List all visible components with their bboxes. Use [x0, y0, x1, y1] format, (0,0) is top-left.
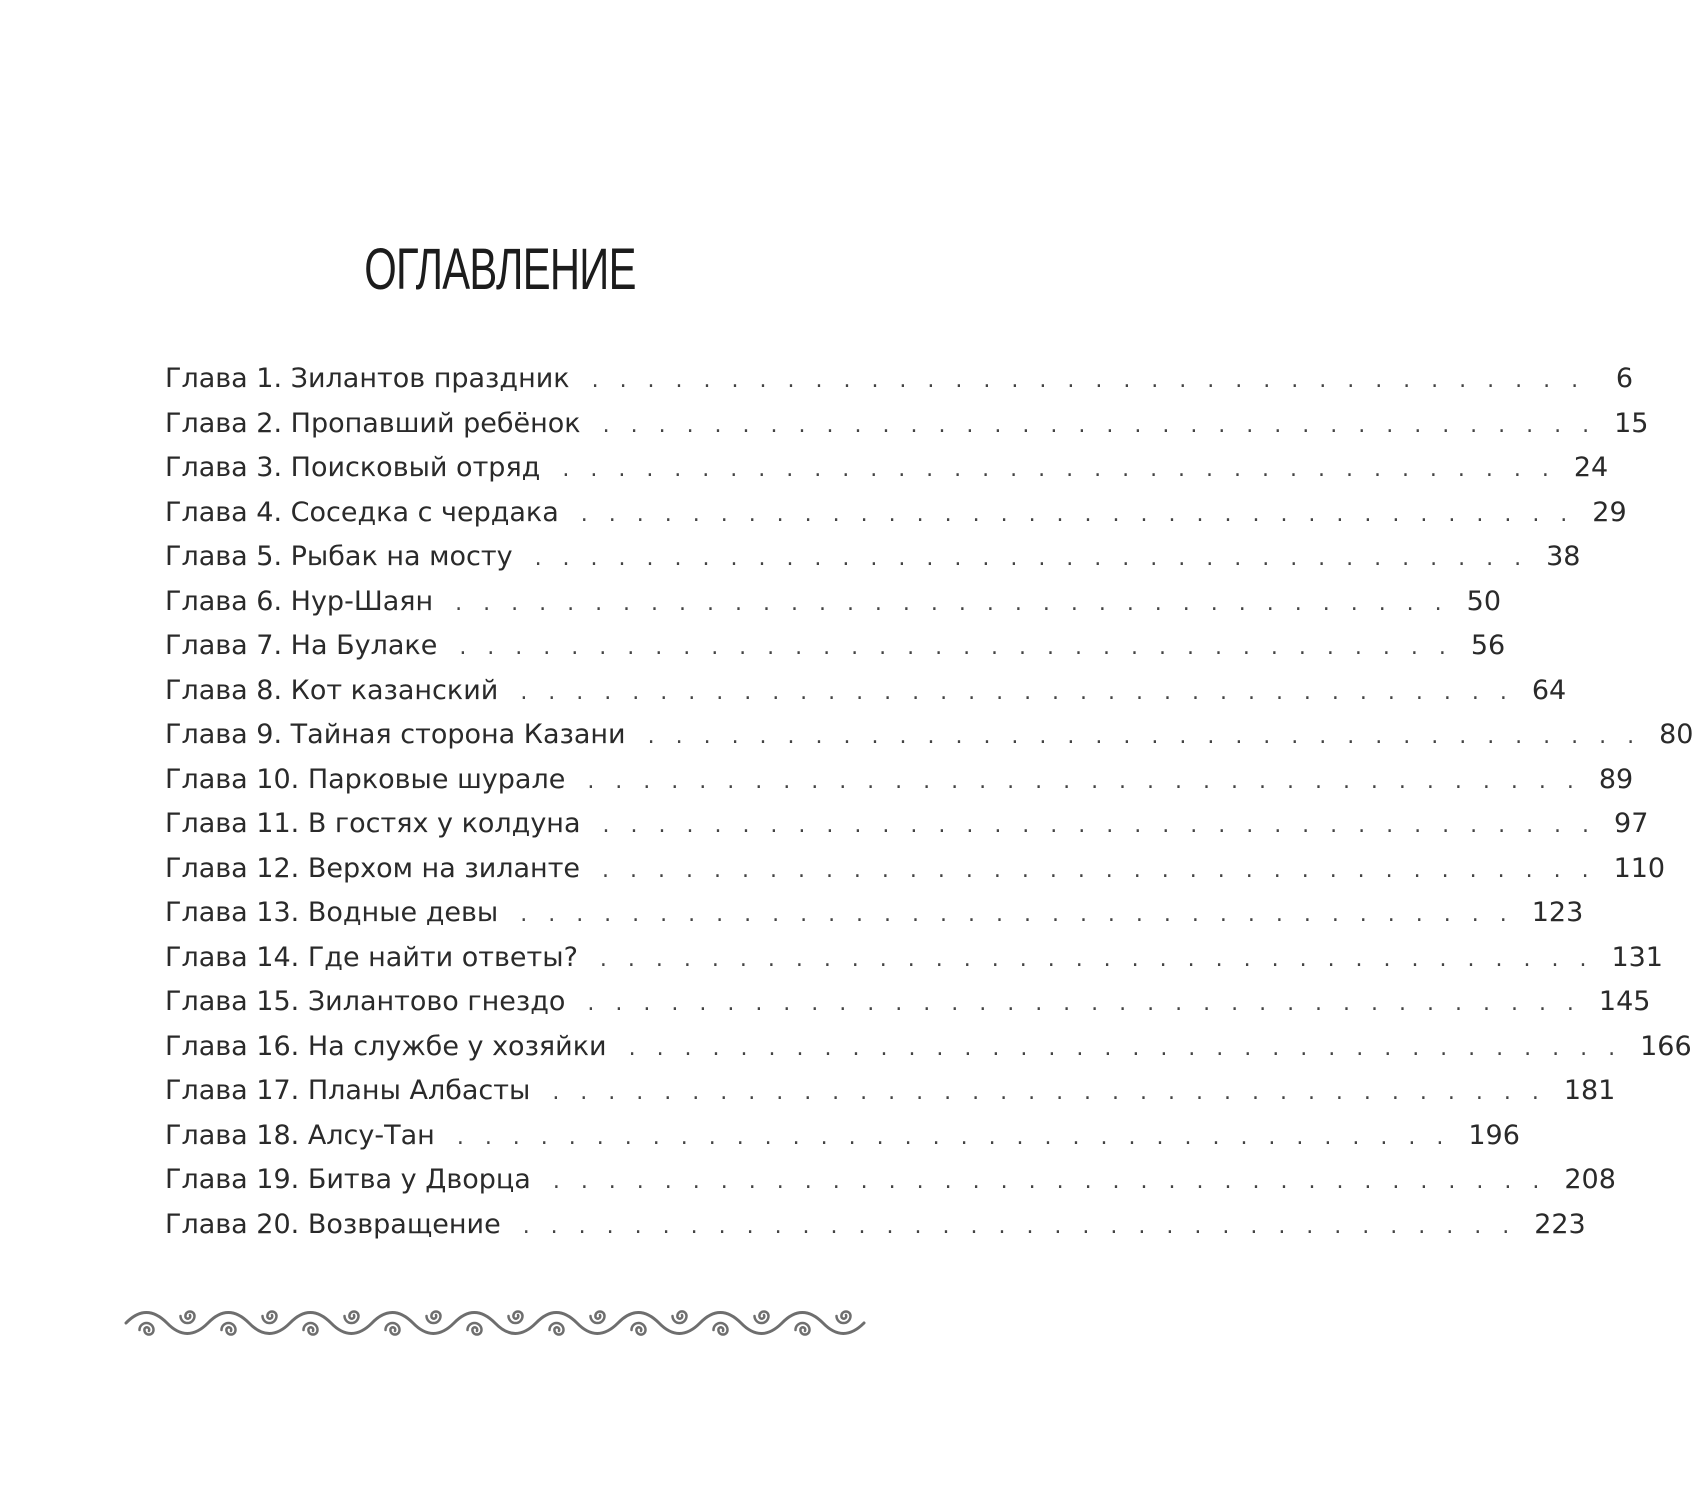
toc-leader-dots: . . . . . . . . . . . . . . . . . . . . . . . . . . . . . . . . . . . . — [602, 857, 1596, 883]
toc-entry-title: Глава 5. Рыбак на мосту — [165, 541, 513, 572]
toc-leader-dots: . . . . . . . . . . . . . . . . . . . . . . . . . . . . . . . . . . . . — [459, 635, 1453, 660]
ornament-spiral — [427, 1311, 441, 1323]
toc-entry-page: 50 — [1466, 585, 1502, 617]
toc-entry — [165, 630, 1506, 675]
toc-entry-title: Глава 17. Планы Албасты — [165, 1075, 531, 1106]
toc-entry-page: 15 — [1614, 407, 1649, 439]
toc-entry-title: Глава 20. Возвращение — [165, 1208, 501, 1240]
toc-entry — [165, 1030, 1692, 1076]
toc-entry — [165, 763, 1634, 809]
toc-leader-dots: . . . . . . . . . . . . . . . . . . . . . . . . . . . . . . . . . . . . — [520, 679, 1514, 705]
toc-entry-title: Глава 7. На Булаке — [165, 630, 438, 661]
toc-leader-dots: . . . . . . . . . . . . . . . . . . . . . . . . . . . . . . . . . . . . — [456, 1124, 1451, 1150]
toc-entry-page: 64 — [1531, 674, 1567, 706]
toc-entry-title: Глава 6. Нур-Шаян — [165, 585, 434, 617]
toc-entry — [165, 541, 1581, 586]
toc-leader-dots: . . . . . . . . . . . . . . . . . . . . . . . . . . . . . . . . . . . . — [562, 457, 1556, 482]
ornament-spiral — [796, 1323, 810, 1335]
toc-entry — [165, 986, 1651, 1031]
toc-entry-page: 29 — [1592, 496, 1627, 528]
toc-entry — [165, 1075, 1616, 1120]
toc-entry — [165, 852, 1666, 898]
toc-leader-dots: . . . . . . . . . . . . . . . . . . . . . . . . . . . . . . . . . . . . — [587, 768, 1581, 794]
toc-entry — [165, 897, 1584, 942]
toc-entry-page: 145 — [1598, 986, 1651, 1017]
toc-entry-page: 110 — [1613, 852, 1666, 884]
ornament-spiral — [591, 1311, 605, 1323]
ornament-spiral — [468, 1323, 482, 1335]
ornament-spiral — [714, 1323, 728, 1335]
ornament-spiral — [509, 1311, 523, 1323]
toc-entry-title: Глава 2. Пропавший ребёнок — [165, 407, 581, 439]
page-title: ОГЛАВЛЕНИЕ — [364, 237, 636, 302]
toc-entry-page: 123 — [1531, 897, 1584, 928]
toc-leader-dots: . . . . . . . . . . . . . . . . . . . . . . . . . . . . . . . . . . . . — [580, 501, 1575, 527]
toc-leader-dots: . . . . . . . . . . . . . . . . . . . . . . . . . . . . . . . . . . . . — [522, 1213, 1517, 1239]
toc-entry — [165, 941, 1663, 987]
toc-entry — [165, 1119, 1520, 1165]
toc-entry-title: Глава 8. Кот казанский — [165, 674, 499, 706]
toc-leader-dots: . . . . . . . . . . . . . . . . . . . . . . . . . . . . . . . . . . . . — [455, 590, 1449, 616]
ornament-spiral — [755, 1311, 769, 1323]
toc-entry — [165, 1164, 1616, 1209]
toc-leader-dots: . . . . . . . . . . . . . . . . . . . . . . . . . . . . . . . . . . . . — [602, 813, 1597, 838]
toc-entry-title: Глава 10. Парковые шурале — [165, 763, 566, 795]
ornament-spiral — [550, 1323, 564, 1335]
toc-entry-title: Глава 12. Верхом на зиланте — [165, 852, 581, 884]
toc-leader-dots: . . . . . . . . . . . . . . . . . . . . . . . . . . . . . . . . . . . . — [587, 991, 1581, 1016]
toc-entry-page: 24 — [1573, 452, 1609, 483]
ornament-spiral — [345, 1311, 359, 1323]
ornament-spiral — [181, 1311, 195, 1323]
toc-entry — [165, 363, 1634, 408]
table-of-contents — [165, 363, 1693, 1253]
toc-entry — [165, 452, 1609, 497]
toc-entry-page: 131 — [1611, 941, 1663, 973]
toc-entry-page: 80 — [1659, 719, 1693, 750]
toc-entry — [165, 1208, 1586, 1254]
toc-entry-title: Глава 14. Где найти ответы? — [165, 941, 578, 973]
toc-entry-title: Глава 4. Соседка с чердака — [165, 496, 559, 528]
toc-entry-title: Глава 18. Алсу-Тан — [165, 1119, 435, 1151]
toc-entry-page: 89 — [1598, 763, 1634, 795]
toc-entry-page: 208 — [1564, 1164, 1616, 1195]
ornament-spiral — [632, 1323, 646, 1335]
toc-entry-page: 166 — [1640, 1030, 1692, 1062]
toc-entry-page: 181 — [1563, 1075, 1616, 1106]
toc-entry-title: Глава 11. В гостях у колдуна — [165, 808, 581, 839]
toc-leader-dots: . . . . . . . . . . . . . . . . . . . . . . . . . . . . . . . . . . . . — [591, 368, 1586, 393]
toc-entry-page: 223 — [1534, 1208, 1586, 1240]
toc-leader-dots: . . . . . . . . . . . . . . . . . . . . . . . . . . . . . . . . . . . . — [628, 1035, 1623, 1061]
toc-entry-page: 196 — [1468, 1119, 1520, 1151]
toc-entry — [165, 719, 1693, 764]
swirl-wave-border-icon — [122, 1301, 862, 1345]
ornament-spiral — [222, 1323, 236, 1335]
toc-entry — [165, 674, 1567, 720]
toc-entry-title: Глава 1. Зилантов праздник — [165, 363, 570, 394]
toc-entry-page: 38 — [1546, 541, 1581, 572]
ornament-spiral — [140, 1323, 154, 1335]
toc-leader-dots: . . . . . . . . . . . . . . . . . . . . . . . . . . . . . . . . . . . . — [520, 902, 1514, 927]
toc-entry-title: Глава 16. На службе у хозяйки — [165, 1030, 607, 1062]
toc-entry — [165, 407, 1649, 453]
ornament-spiral — [386, 1323, 400, 1335]
toc-entry-title: Глава 3. Поисковый отряд — [165, 452, 541, 483]
toc-entry-page: 56 — [1470, 630, 1506, 661]
toc-entry — [165, 585, 1502, 631]
toc-entry — [165, 808, 1649, 853]
toc-leader-dots: . . . . . . . . . . . . . . . . . . . . . . . . . . . . . . . . . . . . — [534, 546, 1529, 571]
toc-entry-title: Глава 9. Тайная сторона Казани — [165, 719, 626, 750]
toc-entry — [165, 496, 1627, 542]
toc-entry-title: Глава 19. Битва у Дворца — [165, 1164, 531, 1195]
toc-leader-dots: . . . . . . . . . . . . . . . . . . . . . . . . . . . . . . . . . . . . — [647, 724, 1642, 749]
ornament-spiral — [673, 1311, 687, 1323]
toc-leader-dots: . . . . . . . . . . . . . . . . . . . . . . . . . . . . . . . . . . . . — [552, 1169, 1547, 1194]
ornament-spiral — [263, 1311, 277, 1323]
ornament-spiral — [304, 1323, 318, 1335]
toc-leader-dots: . . . . . . . . . . . . . . . . . . . . . . . . . . . . . . . . . . . . — [599, 946, 1594, 972]
toc-leader-dots: . . . . . . . . . . . . . . . . . . . . . . . . . . . . . . . . . . . . — [552, 1080, 1546, 1105]
ornament-spiral — [837, 1311, 851, 1323]
toc-entry-title: Глава 13. Водные девы — [165, 897, 499, 928]
toc-entry-page: 97 — [1614, 808, 1649, 839]
toc-leader-dots: . . . . . . . . . . . . . . . . . . . . . . . . . . . . . . . . . . . . — [602, 412, 1597, 438]
toc-entry-title: Глава 15. Зилантово гнездо — [165, 986, 566, 1017]
toc-entry-page: 6 — [1615, 363, 1634, 394]
